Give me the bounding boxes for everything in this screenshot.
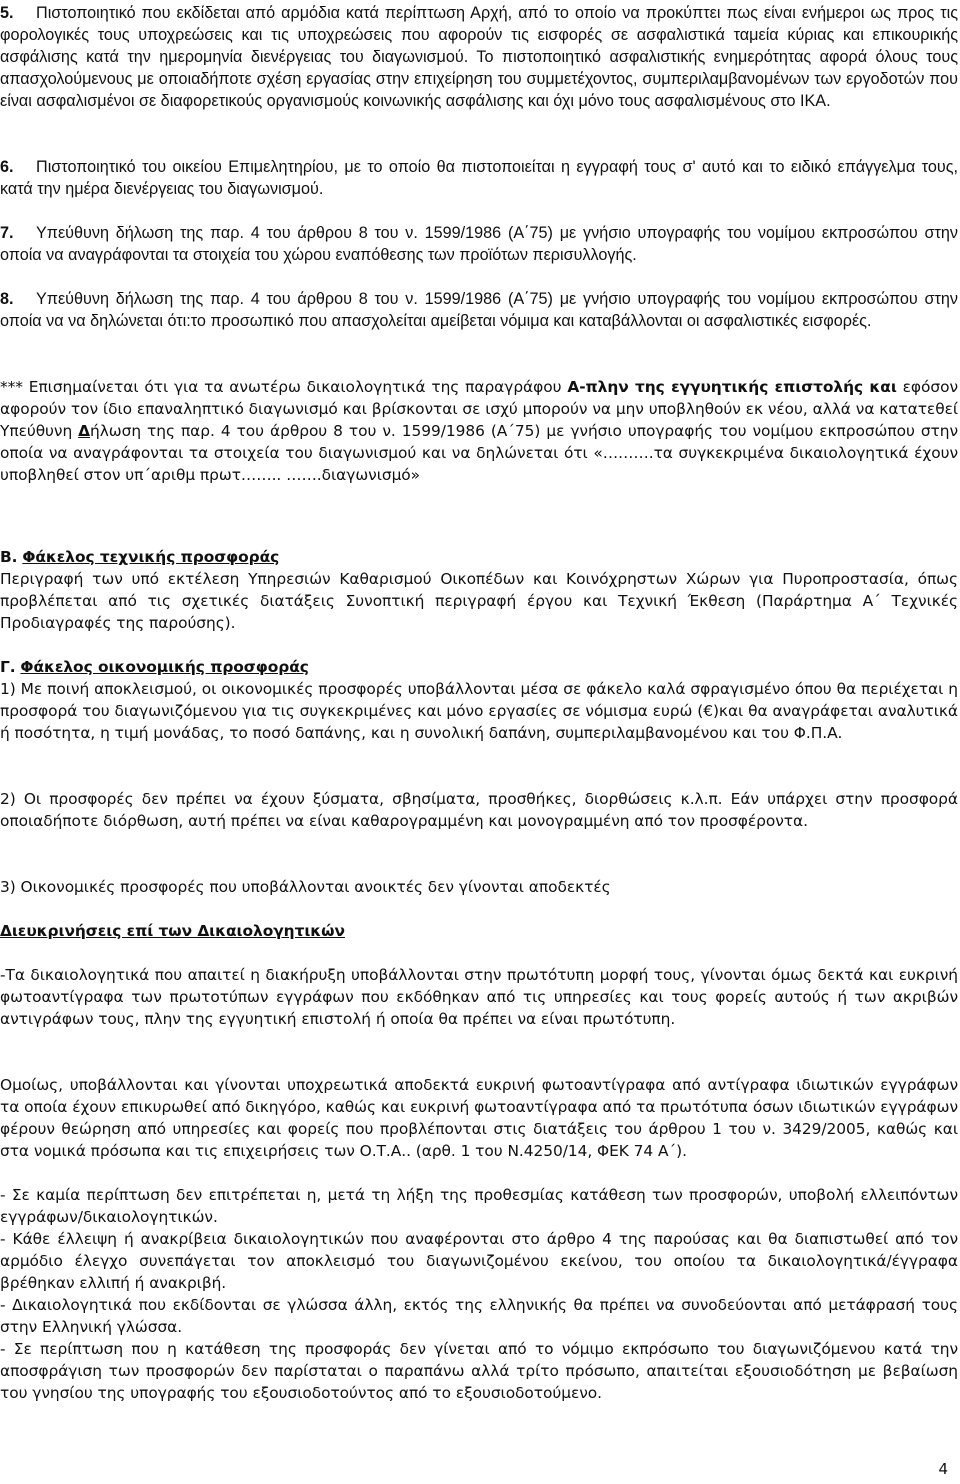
- item-7-text: Υπεύθυνη δήλωση της παρ. 4 του άρθρου 8 του ν. 1599/1986 (Α΄75) με γνήσιο υπογραφής του νομίμου εκπροσώπου στην οποία να αναγράφονται τα στοιχεία του χώρου εναπόθεσης των προϊότων περισυλλογής.: [0, 224, 958, 264]
- clarifications-title: Διευκρινήσεις επί των Δικαιολογητικών: [0, 922, 345, 940]
- clarifications-bullet: - Σε περίπτωση που η κατάθεση της προσφοράς δεν γίνεται από το νόμιμο εκπρόσωπο του διαγωνιζόμενου κατά την αποσφράγιση των προσφορών δεν παρίσταται ο παραπάνω αλλά τρίτο πρόσωπο, απαιτείται εξουσιοδότηση με βεβαίωση του γνησίου της υπογραφής του εξουσιοδοτούντος από το εξουσιοδοτούμενο.: [0, 1340, 958, 1402]
- item-5-paragraph: 5. Πιστοποιητικό που εκδίδεται από αρμόδια κατά περίπτωση Αρχή, από το οποίο να προκύπτει πως είναι ενήμεροι ως προς τις φορολογικές τους υποχρεώσεις και τις υποχρεώσεις που αφορούν τις εισφορές σε ασφαλιστικά ταμεία κύριας και επικουρικής ασφάλισης κατά την ημερομηνία διενέργειας του διαγωνισμού. Το πιστοποιητικό ασφαλιστικής ενημερότητας αφορά όλους τους απασχολούμενους με οποιαδήποτε σχέση εργασίας στην επιχείρηση του συμμετέχοντος, συμπεριλαμβανομένων των εργοδοτών που είναι ασφαλισμένοι σε διαφορετικούς οργανισμούς κοινωνικής ασφάλισης και όχι μόνο τους ασφαλισμένους στο ΙΚΑ.: [0, 4, 958, 110]
- item-5-text: Πιστοποιητικό που εκδίδεται από αρμόδια κατά περίπτωση Αρχή, από το οποίο να προκύπτει πως είναι ενήμεροι ως προς τις φορολογικές τους υποχρεώσεις και τις υποχρεώσεις που αφορούν τις εισφορές σε ασφαλιστικά ταμεία κύριας και επικουρικής ασφάλισης κατά την ημερομηνία διενέργειας του διαγωνισμού. Το πιστοποιητικό ασφαλιστικής ενημερότητας αφορά όλους τους απασχολούμενους με οποιαδήποτε σχέση εργασίας στην επιχείρηση του συμμετέχοντος, συμπεριλαμβανομένων των εργοδοτών που είναι ασφαλισμένοι σε διαφορετικούς οργανισμούς κοινωνικής ασφάλισης και όχι μόνο τους ασφαλισμένους στο ΙΚΑ.: [0, 4, 958, 110]
- section-b-title: Φάκελος τεχνικής προσφοράς: [22, 548, 280, 566]
- item-8-text: Υπεύθυνη δήλωση της παρ. 4 του άρθρου 8 του ν. 1599/1986 (Α΄75) με γνήσιο υπογραφής του νομίμου εκπροσώπου στην οποία να να δηλώνεται ότι:το προσωπικό που απασχολείται αμείβεται νόμιμα και καταβάλλονται οι ασφαλιστικές εισφορές.: [0, 290, 958, 330]
- section-b-text: Περιγραφή των υπό εκτέλεση Υπηρεσιών Καθαρισμού Οικοπέδων και Κοινόχρηστων Χώρων για Πυροπροστασία, όπως προβλέπεται από τις σχετικές διατάξεις Συνοπτική περιγραφή έργου και Τεχνική Έκθεση (Παράρτημα Α΄ Τεχνικές Προδιαγραφές της παρούσης).: [0, 570, 958, 632]
- section-c-paragraph-2: 2) Οι προσφορές δεν πρέπει να έχουν ξύσματα, σβησίματα, προσθήκες, διορθώσεις κ.λ.π. Εάν υπάρχει στην προσφορά οποιαδήποτε διόρθωση, αυτή πρέπει να είναι καθαρογραμμένη και μονογραμμένη από τον προσφέροντα.: [0, 790, 958, 830]
- item-6-text: Πιστοποιητικό του οικείου Επιμελητηρίου, με το οποίο θα πιστοποιείται η εγγραφή τους σ' αυτό και το ειδικό επάγγελμα τους, κατά την ημέρα διενέργειας του διαγωνισμού.: [0, 158, 958, 198]
- note-bold: Α-πλην της εγγυητικής επιστολής και: [567, 378, 897, 396]
- section-c-paragraph-3: 3) Οικονομικές προσφορές που υποβάλλονται ανοικτές δεν γίνονται αποδεκτές: [0, 878, 611, 896]
- note-tail: ήλωση της παρ. 4 του άρθρου 8 του ν. 1599/1986 (Α΄75) με γνήσιο υπογραφής του νομίμου εκπροσώπου στην οποία να αναγράφονται τα στοιχεία του διαγωνισμού και να δηλώνεται ότι «……….τα συγκεκριμένα δικαιολογητικά έχουν υποβληθεί στον υπ΄αριθμ πρωτ…….. …….διαγωνισμό»: [0, 422, 958, 484]
- section-c-letter: Γ.: [0, 658, 16, 676]
- item-8-paragraph: 8. Υπεύθυνη δήλωση της παρ. 4 του άρθρου 8 του ν. 1599/1986 (Α΄75) με γνήσιο υπογραφής του νομίμου εκπροσώπου στην οποία να να δηλώνεται ότι:το προσωπικό που απασχολείται αμείβεται νόμιμα και καταβάλλονται οι ασφαλιστικές εισφορές.: [0, 290, 958, 330]
- page-number: 4: [938, 1460, 948, 1478]
- note-paragraph: [0, 376, 960, 486]
- section-b-letter: Β.: [0, 548, 18, 566]
- clarifications-bullet: - Κάθε έλλειψη ή ανακρίβεια δικαιολογητικών που αναφέρονται στο άρθρο 4 της παρούσας και θα διαπιστωθεί από τον αρμόδιο έλεγχο συνεπάγεται τον αποκλεισμό του διαγωνιζομένου εκείνου, του οποίου τα δικαιολογητικά/έγγραφα βρέθηκαν ελλιπή ή ανακριβή.: [0, 1230, 958, 1292]
- item-6-paragraph: 6. Πιστοποιητικό του οικείου Επιμελητηρίου, με το οποίο θα πιστοποιείται η εγγραφή τους σ' αυτό και το ειδικό επάγγελμα τους, κατά την ημέρα διενέργειας του διαγωνισμού.: [0, 158, 958, 198]
- clarifications-paragraph-2: Ομοίως, υποβάλλονται και γίνονται υποχρεωτικά αποδεκτά ευκρινή φωτοαντίγραφα από αντίγραφα ιδιωτικών εγγράφων τα οποία έχουν επικυρωθεί από δικηγόρο, καθώς και ευκρινή φωτοαντίγραφα από τα πρωτότυπα όσων ιδιωτικών εγγράφων φέρουν θεώρηση από υπηρεσίες και φορείς που προβλέπονται στις διατάξεις του άρθρου 1 του ν. 3429/2005, καθώς και στα νομικά πρόσωπα και τις επιχειρήσεις των Ο.Τ.Α.. (αρθ. 1 του Ν.4250/14, ΦΕΚ 74 Α΄).: [0, 1076, 958, 1160]
- section-c-heading: [0, 656, 960, 678]
- note-suffix: εφόσον αφορούν τον ίδιο επαναληπτικό διαγωνισμό και βρίσκονται σε ισχύ μπορούν να μην υποβληθούν εκ νέου, αλλά να κατατεθεί Υπεύθυνη: [0, 378, 958, 440]
- clarifications-bullet: - Δικαιολογητικά που εκδίδονται σε γλώσσα άλλη, εκτός της ελληνικής θα πρέπει να συνοδεύονται από μετάφρασή τους στην Ελληνική γλώσσα.: [0, 1296, 958, 1336]
- clarifications-bullet: - Σε καμία περίπτωση δεν επιτρέπεται η, μετά τη λήξη της προθεσμίας κατάθεση των προσφορών, υποβολή ελλειπόντων εγγράφων/δικαιολογητικών.: [0, 1186, 958, 1226]
- clarifications-paragraph-1: -Τα δικαιολογητικά που απαιτεί η διακήρυξη υποβάλλονται στην πρωτότυπη μορφή τους, γίνονται όμως δεκτά και ευκρινή φωτοαντίγραφα των πρωτοτύπων εγγράφων που εκδόθηκαν από τις υπηρεσίες και τους φορείς αυτούς ή των ακριβών αντιγράφων τους, πλην της εγγυητική επιστολή ή οποία θα πρέπει να είναι πρωτότυπη.: [0, 966, 958, 1028]
- item-7-paragraph: 7. Υπεύθυνη δήλωση της παρ. 4 του άρθρου 8 του ν. 1599/1986 (Α΄75) με γνήσιο υπογραφής του νομίμου εκπροσώπου στην οποία να αναγράφονται τα στοιχεία του χώρου εναπόθεσης των προϊότων περισυλλογής.: [0, 224, 958, 264]
- section-b-heading: [0, 546, 960, 568]
- section-c-paragraph-1: 1) Με ποινή αποκλεισμού, οι οικονομικές προσφορές υποβάλλονται μέσα σε φάκελο καλά σφραγισμένο όπου θα περιέχεται η προσφορά του διαγωνιζόμενου για τις συγκεκριμένες και μόνο εργασίες σε νόμισμα ευρώ (€)και θα αναγράφεται αναλυτικά ή ποσότητα, η τιμή μονάδας, το ποσό δαπάνης, και η συνολική δαπάνη, συμπεριλαμβανομένου και του Φ.Π.Α.: [0, 680, 958, 742]
- section-c-title: Φάκελος οικονομικής προσφοράς: [20, 658, 309, 676]
- note-prefix: *** Επισημαίνεται ότι για τα ανωτέρω δικαιολογητικά της παραγράφου: [0, 378, 568, 396]
- note-bold-underline: Δ: [78, 422, 91, 440]
